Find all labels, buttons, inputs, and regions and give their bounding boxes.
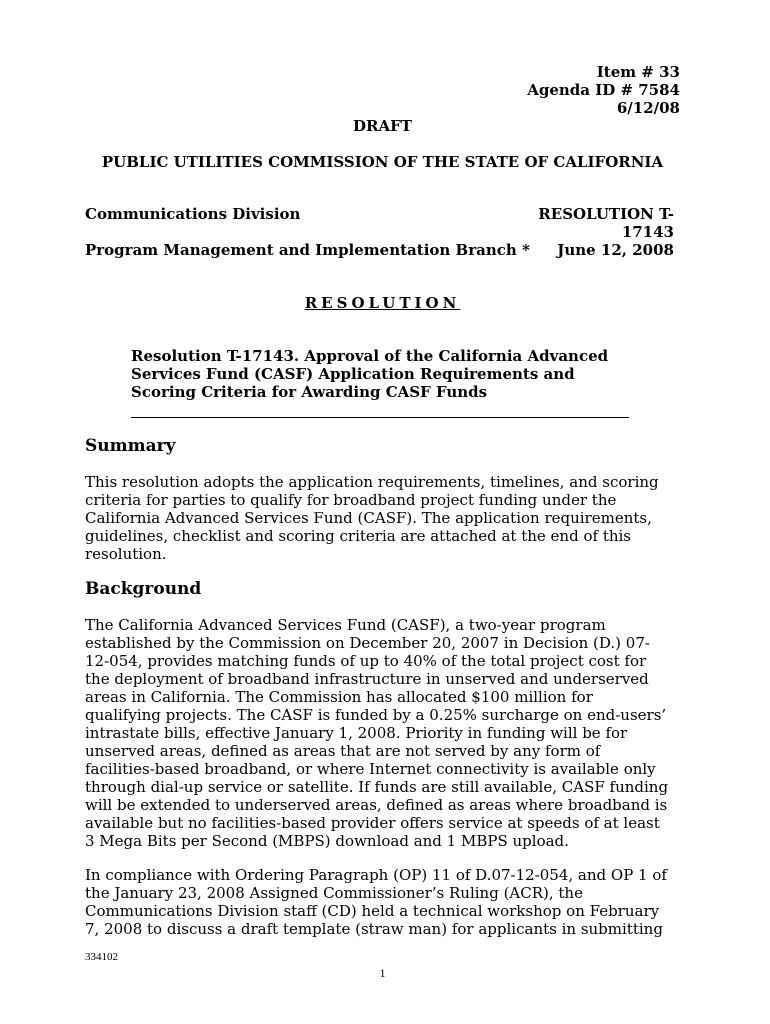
text-line: will be extended to underserved areas, defined as areas where broadband is: [85, 796, 668, 814]
resolution-subject: [131, 347, 641, 401]
text-line: In compliance with Ordering Paragraph (OP) 11 of D.07-12-054, and OP 1 of: [85, 866, 667, 884]
subject-divider: [131, 417, 629, 418]
text-line: 3 Mega Bits per Second (MBPS) download and 1 MBPS upload.: [85, 832, 569, 850]
resolution-number-line: 17143: [621, 223, 674, 241]
text-line: the January 23, 2008 Assigned Commissioner’s Ruling (ACR), the: [85, 884, 583, 902]
text-line: Communications Division staff (CD) held a technical workshop on February: [85, 902, 660, 920]
text-line: available but no facilities-based provider offers service at speeds of at least: [85, 814, 660, 832]
text-line: facilities-based broadband, or where Internet connectivity is available only: [85, 760, 656, 778]
text-line: guidelines, checklist and scoring criteria are attached at the end of this: [85, 527, 631, 545]
item-info-block: [527, 63, 680, 117]
subject-line: Resolution T-17143. Approval of the California Advanced: [131, 347, 609, 365]
text-line: qualifying projects. The CASF is funded by a 0.25% surcharge on end-users’: [85, 706, 667, 724]
resolution-date: June 12, 2008: [557, 241, 674, 259]
text-line: established by the Commission on December 20, 2007 in Decision (D.) 07-: [85, 634, 650, 652]
text-line: unserved areas, defined as areas that are not served by any form of: [85, 742, 601, 760]
document-id: 334102: [85, 951, 118, 963]
subject-line: Services Fund (CASF) Application Requirements and: [131, 365, 575, 383]
subject-line: Scoring Criteria for Awarding CASF Funds: [131, 383, 488, 401]
text-line: areas in California. The Commission has allocated $100 million for: [85, 688, 593, 706]
header-date: 6/12/08: [616, 99, 680, 117]
text-line: the deployment of broadband infrastructure in unserved and underserved: [85, 670, 649, 688]
branch-name: Program Management and Implementation Branch *: [85, 241, 530, 259]
division-name: Communications Division: [85, 205, 301, 223]
resolution-number: [538, 205, 674, 241]
background-paragraph-2: [85, 866, 685, 938]
text-line: intrastate bills, effective January 1, 2008. Priority in funding will be for: [85, 724, 628, 742]
agenda-id: Agenda ID # 7584: [527, 81, 680, 99]
summary-heading: Summary: [85, 436, 176, 456]
commission-title: PUBLIC UTILITIES COMMISSION OF THE STATE OF CALIFORNIA: [101, 153, 664, 171]
background-heading: Background: [85, 579, 202, 599]
resolution-heading: RESOLUTION: [304, 294, 461, 312]
resolution-number-line: RESOLUTION T-: [538, 205, 674, 223]
text-line: through dial-up service or satellite. If funds are still available, CASF funding: [85, 778, 669, 796]
draft-label: DRAFT: [353, 117, 412, 135]
text-line: The California Advanced Services Fund (CASF), a two-year program: [85, 616, 606, 634]
text-line: 7, 2008 to discuss a draft template (straw man) for applicants in submitting: [85, 920, 663, 938]
text-line: This resolution adopts the application requirements, timelines, and scoring: [85, 473, 659, 491]
item-number: Item # 33: [596, 63, 680, 81]
text-line: 12-054, provides matching funds of up to 40% of the total project cost for: [85, 652, 647, 670]
text-line: criteria for parties to qualify for broadband project funding under the: [85, 491, 617, 509]
text-line: California Advanced Services Fund (CASF). The application requirements,: [85, 509, 652, 527]
text-line: resolution.: [85, 545, 167, 563]
page-number: 1: [379, 966, 386, 980]
summary-paragraph: [85, 473, 685, 563]
background-paragraph-1: [85, 616, 685, 850]
